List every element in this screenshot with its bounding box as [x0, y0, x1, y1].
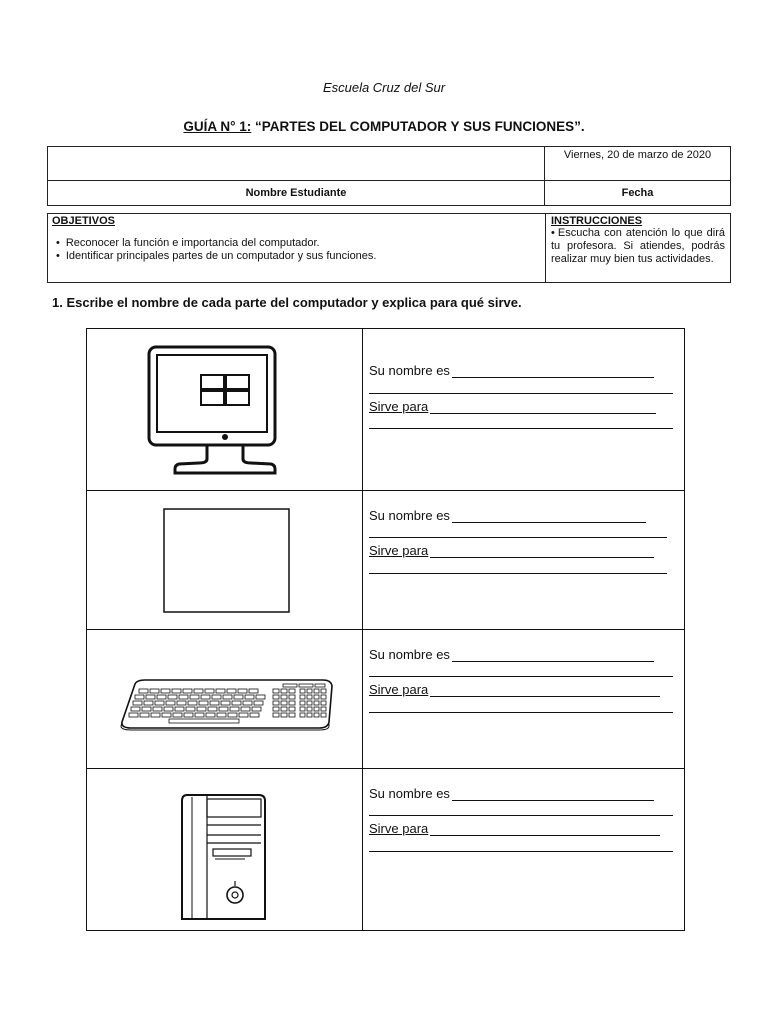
image-cell [87, 329, 363, 490]
guide-title-text: “PARTES DEL COMPUTADOR Y SUS FUNCIONES”. [251, 119, 585, 134]
objectives-list [52, 237, 541, 263]
use-line [369, 543, 654, 558]
objectives-table [47, 213, 731, 283]
use-label: Sirve para [369, 399, 429, 414]
name-line [369, 786, 654, 801]
blank-box [87, 491, 362, 628]
answer-blank-line[interactable] [369, 712, 673, 713]
instructions-text: • Escucha con atención lo que dirá tu profesora. Si atiendes, podrás realizar muy bien tus actividades. [551, 227, 725, 266]
answer-cell [363, 491, 684, 629]
exercise-row [87, 329, 684, 491]
school-name: Escuela Cruz del Sur [322, 80, 446, 95]
image-cell [87, 769, 363, 930]
answer-blank-line[interactable] [369, 428, 673, 429]
name-line [369, 508, 646, 523]
exercise-row [87, 769, 684, 930]
cpu-tower-icon [87, 769, 362, 928]
name-answer-line[interactable] [452, 376, 654, 378]
guide-number: GUÍA N° 1: [183, 119, 252, 134]
keyboard-icon [87, 630, 362, 767]
exercise-row [87, 491, 684, 630]
monitor-icon [87, 329, 362, 489]
name-line [369, 363, 654, 378]
answer-cell [363, 769, 684, 930]
instructions-heading: INSTRUCCIONES [551, 215, 643, 227]
student-name-label: Nombre Estudiante [48, 181, 545, 206]
objectives-heading: OBJETIVOS [52, 215, 115, 227]
student-info-table [47, 146, 731, 206]
objective-item: • Reconocer la función e importancia del computador. [52, 237, 541, 250]
use-answer-line[interactable] [430, 556, 654, 558]
image-cell [87, 630, 363, 768]
student-name-field[interactable] [48, 147, 545, 181]
answer-blank-line[interactable] [369, 676, 673, 677]
answer-blank-line[interactable] [369, 537, 667, 538]
date-label: Fecha [545, 181, 731, 206]
answer-blank-line[interactable] [369, 393, 673, 394]
use-label: Sirve para [369, 682, 429, 697]
guide-title [0, 119, 768, 134]
objective-item: • Identificar principales partes de un computador y sus funciones. [52, 250, 541, 263]
objectives-cell [48, 214, 546, 282]
use-label: Sirve para [369, 821, 429, 836]
answer-cell [363, 630, 684, 768]
exercise-grid [86, 328, 685, 931]
name-answer-line[interactable] [452, 521, 646, 523]
name-label: Su nombre es [369, 363, 450, 378]
use-answer-line[interactable] [430, 695, 660, 697]
use-answer-line[interactable] [430, 412, 656, 414]
name-label: Su nombre es [369, 508, 450, 523]
name-line [369, 647, 654, 662]
use-line [369, 682, 660, 697]
name-label: Su nombre es [369, 786, 450, 801]
image-cell [87, 491, 363, 629]
instructions-cell [546, 214, 730, 282]
name-answer-line[interactable] [452, 799, 654, 801]
answer-blank-line[interactable] [369, 851, 673, 852]
use-line [369, 821, 660, 836]
name-label: Su nombre es [369, 647, 450, 662]
name-answer-line[interactable] [452, 660, 654, 662]
use-answer-line[interactable] [430, 834, 660, 836]
answer-blank-line[interactable] [369, 815, 673, 816]
answer-cell [363, 329, 684, 490]
use-line [369, 399, 656, 414]
date-value: Viernes, 20 de marzo de 2020 [545, 147, 731, 181]
exercise-row [87, 630, 684, 769]
question-1: 1. Escribe el nombre de cada parte del computador y explica para qué sirve. [52, 295, 522, 310]
answer-blank-line[interactable] [369, 573, 667, 574]
use-label: Sirve para [369, 543, 429, 558]
